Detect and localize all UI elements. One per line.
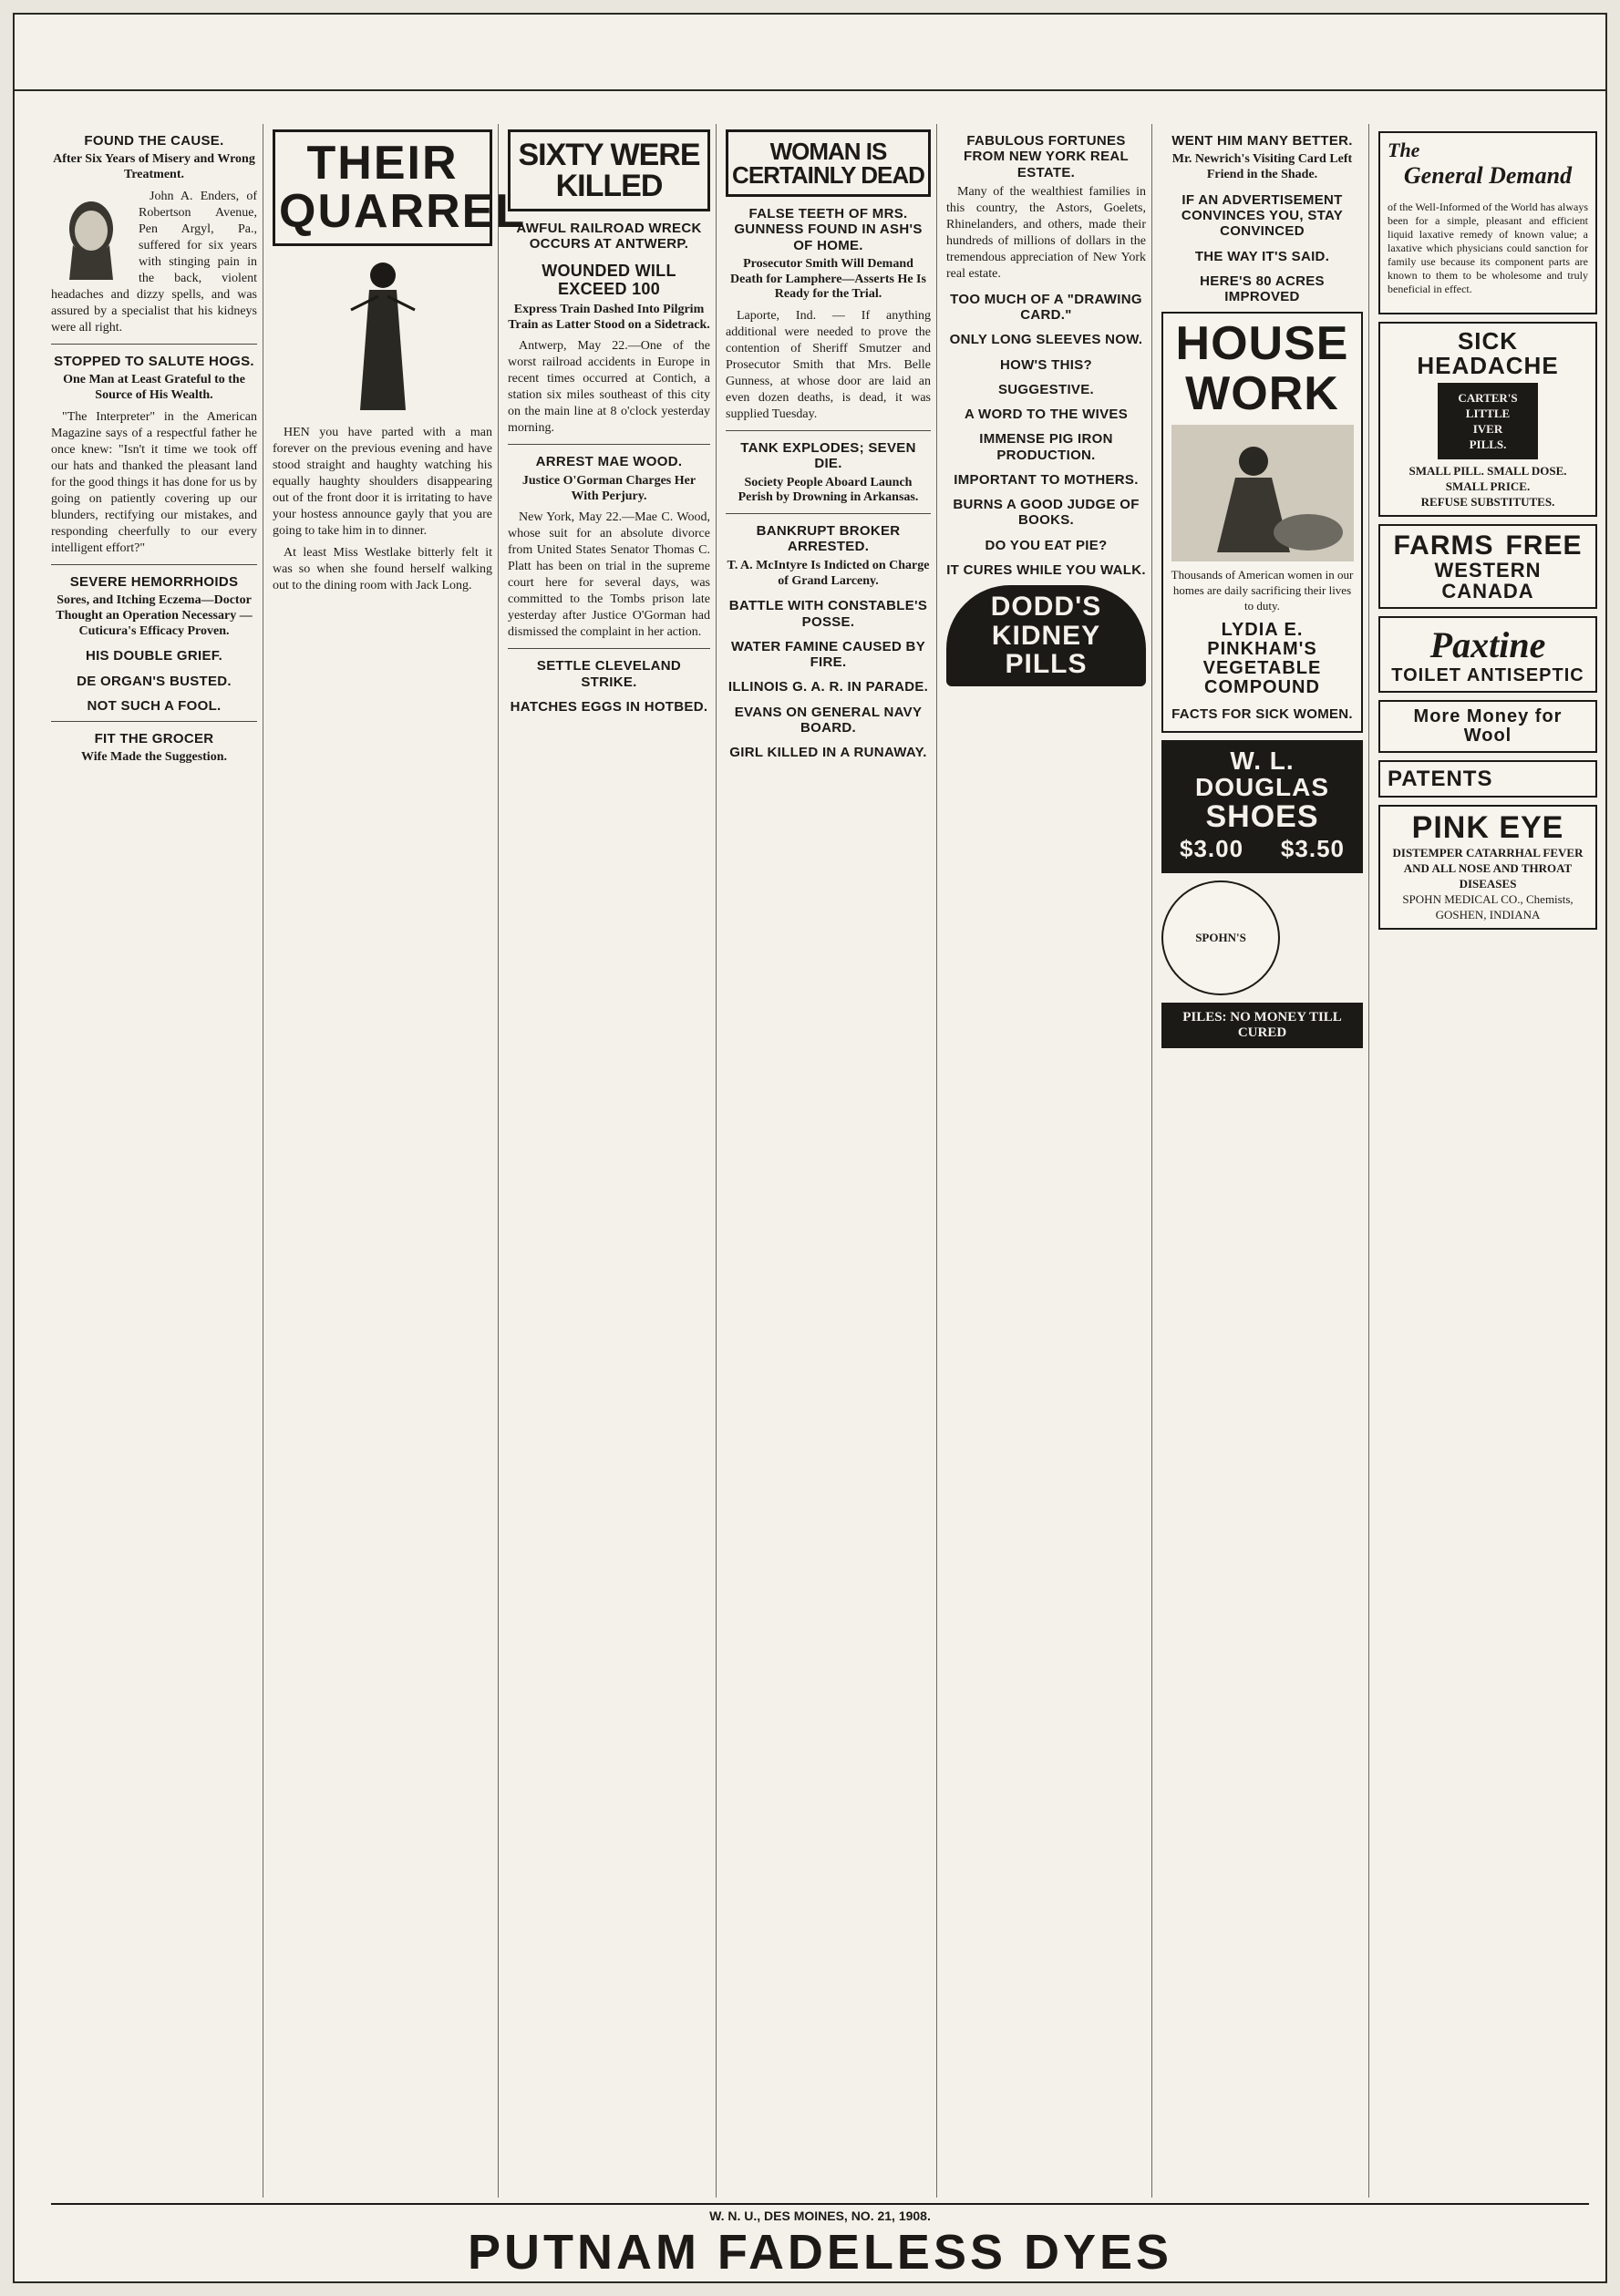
- footer-bar: [51, 2203, 1589, 2280]
- headline-water: WATER FAMINE CAUSED BY FIRE.: [731, 638, 925, 671]
- ad-text: PILES: NO MONEY TILL CURED: [1182, 1009, 1342, 1040]
- ad-title: FARMS: [1393, 530, 1494, 561]
- headline-80-acres: HERE'S 80 ACRES IMPROVED: [1200, 273, 1325, 305]
- western-canada-ad: [1378, 524, 1597, 610]
- headline-went-him: WENT HIM MANY BETTER.: [1171, 133, 1353, 149]
- ad-title: General Demand: [1403, 162, 1573, 189]
- ad-subhead: FACTS FOR SICK WOMEN.: [1171, 705, 1353, 722]
- ad-text: CARTER'S: [1458, 390, 1518, 405]
- ad-text: REFUSE SUBSTITUTES.: [1420, 494, 1555, 509]
- divider: [51, 721, 257, 722]
- column-2: [273, 124, 527, 2198]
- headline-eggs: HATCHES EGGS IN HOTBED.: [510, 698, 708, 715]
- ad-title: HOUSE: [1175, 317, 1349, 371]
- carters-ad: [1378, 322, 1597, 517]
- newspaper-page: [13, 13, 1607, 2283]
- imprint: W. N. U., DES MOINES, NO. 21, 1908.: [709, 2208, 931, 2223]
- price: $3.50: [1280, 835, 1345, 863]
- columns: [51, 124, 1589, 2198]
- ad-title: KIDNEY: [991, 620, 1101, 651]
- subhead: One Man at Least Grateful to the Source of His Wealth.: [63, 373, 245, 402]
- ad-text: SPOHN MEDICAL CO., Chemists, GOSHEN, INDIANA: [1402, 892, 1574, 922]
- subhead: WOUNDED WILL EXCEED 100: [542, 261, 676, 299]
- headline-burns: BURNS A GOOD JUDGE OF BOOKS.: [953, 497, 1140, 529]
- subhead: Prosecutor Smith Will Demand Death for Lamphere—Asserts He Is Ready for the Trial.: [730, 256, 926, 302]
- ad-title: TOILET ANTISEPTIC: [1391, 665, 1584, 686]
- article-text: "The Interpreter" in the American Magazine says of a respectful father he once knew: "Isn't it time we took off our hats and thanked the pleasant land for the good things it has done for us by going on patiently covering up our blunders, rectifying our mistakes, and responding cheerfully to our every intelligent effort?": [51, 409, 257, 555]
- divider: [51, 344, 257, 345]
- ad-title: PINK EYE: [1411, 810, 1564, 846]
- subhead: Sores, and Itching Eczema—Doctor Thought an Operation Necessary —Cuticura's Efficacy Proven.: [56, 592, 253, 638]
- divider: [726, 430, 931, 431]
- headline-hogs: STOPPED TO SALUTE HOGS.: [54, 353, 254, 369]
- article-text: New York, May 22.—Mae C. Wood, whose suit for an absolute divorce from United States Senator Thomas C. Platt has been on trial in the supreme court here for several days, was committed to the Tombs prison late yesterday after Justice O'Gorman had dismissed the complaint in her action.: [508, 510, 710, 640]
- subhead: Mr. Newrich's Visiting Card Left Friend in the Shade.: [1171, 152, 1353, 182]
- ad-text: Thousands of American women in our homes are daily sacrificing their lives to duty.: [1171, 567, 1354, 613]
- general-demand-ad: [1378, 131, 1597, 314]
- headline-wives: A WORD TO THE WIVES: [964, 407, 1129, 422]
- woman-at-washtub-illustration: [1171, 425, 1354, 561]
- portrait-illustration: [51, 192, 131, 280]
- carters-box: [1438, 383, 1538, 459]
- ad-title: PILLS: [1005, 649, 1088, 679]
- ad-title: LYDIA E. PINKHAM'S: [1207, 619, 1317, 659]
- article-text: Antwerp, May 22.—One of the worst railroad accidents in Europe in recent times occurred at Contich, a station six miles southeast of this city on the main line at 8 o'clock yesterday morning.: [508, 339, 710, 436]
- headline-sixty-killed: SIXTY WERE KILLED: [518, 138, 700, 203]
- headline-cleveland: SETTLE CLEVELAND STRIKE.: [536, 658, 682, 690]
- subhead: Express Train Dashed Into Pilgrim Train as Latter Stood on a Sidetrack.: [508, 302, 710, 332]
- headline-hemorrhoids: SEVERE HEMORRHOIDS: [69, 573, 239, 590]
- putnam-dyes-ad: PUTNAM FADELESS DYES: [467, 2225, 1173, 2280]
- price: $3.00: [1180, 835, 1244, 863]
- ad-title: FREE: [1505, 530, 1583, 561]
- ad-title: SICK HEADACHE: [1417, 327, 1559, 380]
- ad-text: of the Well-Informed of the World has always been for a simple, pleasant and efficient liquid laxative remedy of known value; a laxative which physicians could sanction for family use because its component parts are known to them to be wholesome and truly beneficial in effect.: [1388, 201, 1588, 295]
- headline-mae-wood: ARREST MAE WOOD.: [535, 454, 683, 470]
- column-3: [508, 124, 717, 2198]
- ad-text: DISTEMPER CATARRHAL FEVER AND ALL NOSE AND THROAT DISEASES: [1392, 846, 1584, 891]
- subhead: AWFUL RAILROAD WRECK OCCURS AT ANTWERP.: [516, 221, 702, 252]
- divider: [508, 444, 710, 445]
- headline-pig-iron: IMMENSE PIG IRON PRODUCTION.: [979, 431, 1113, 463]
- headline-found-the-cause: FOUND THE CAUSE.: [84, 133, 224, 149]
- ad-text: LITTLE: [1465, 406, 1511, 420]
- subhead: T. A. McIntyre Is Indicted on Charge of Grand Larceny.: [727, 558, 930, 588]
- divider: [726, 513, 931, 514]
- story-text: At least Miss Westlake bitterly felt it was so when she found herself walking out to the dining room with Jack Long.: [273, 546, 492, 593]
- ad-title: PATENTS: [1388, 767, 1493, 792]
- headline-organ: DE ORGAN'S BUSTED.: [77, 673, 232, 689]
- headline-hows-this: HOW'S THIS?: [999, 356, 1093, 373]
- story-title: QUARREL: [279, 185, 527, 239]
- headline-evans: EVANS ON GENERAL NAVY BOARD.: [734, 704, 923, 736]
- story-title: THEIR: [306, 137, 459, 190]
- headline-fool: NOT SUCH A FOOL.: [87, 697, 222, 714]
- ad-title: SHOES: [1205, 798, 1319, 834]
- headline-broker: BANKRUPT BROKER ARRESTED.: [756, 523, 901, 555]
- patents-ad: [1378, 760, 1597, 798]
- ad-title: The: [1388, 139, 1420, 161]
- divider: [508, 648, 710, 649]
- story-title-box: [273, 129, 527, 246]
- pink-eye-ad: [1378, 805, 1597, 930]
- douglas-shoes-ad: [1161, 740, 1363, 873]
- subhead: After Six Years of Misery and Wrong Treatment.: [53, 152, 255, 182]
- seal-text: SPOHN'S: [1195, 931, 1246, 945]
- headline-box: [508, 129, 710, 211]
- ad-title: VEGETABLE COMPOUND: [1202, 657, 1322, 697]
- headline-fortunes: FABULOUS FORTUNES FROM NEW YORK REAL ESTATE.: [964, 133, 1129, 180]
- ad-title: W. L. DOUGLAS: [1195, 746, 1329, 802]
- headline-sleeves: ONLY LONG SLEEVES NOW.: [949, 332, 1143, 348]
- headline-woman-dead: WOMAN IS CERTAINLY DEAD: [732, 138, 924, 189]
- headline-runaway: GIRL KILLED IN A RUNAWAY.: [729, 745, 927, 761]
- column-7: [1378, 124, 1597, 2198]
- article-text: Laporte, Ind. — If anything additional were needed to prove the contention of Sheriff Smutzer and Prosecutor Smith that Mrs. Belle Gunness, at whose door are laid an even dozen deaths, is dead, it was supplied Tuesday.: [726, 309, 931, 422]
- column-6: [1161, 124, 1369, 2198]
- wool-ad: [1378, 700, 1597, 753]
- headline-battle: BATTLE WITH CONSTABLE'S POSSE.: [728, 598, 928, 630]
- ad-text: SMALL PILL. SMALL DOSE. SMALL PRICE.: [1408, 463, 1567, 493]
- column-5: [946, 124, 1152, 2198]
- column-4: [726, 124, 937, 2198]
- headline-way-said: THE WAY IT'S SAID.: [1194, 248, 1330, 264]
- price-row: [1171, 833, 1354, 865]
- headline-mothers: IMPORTANT TO MOTHERS.: [954, 471, 1139, 488]
- ad-text: PILLS.: [1469, 437, 1507, 451]
- subhead: Wife Made the Suggestion.: [81, 750, 227, 765]
- column-1: [51, 124, 263, 2198]
- house-work-ad: [1161, 312, 1363, 732]
- headline-box: [726, 129, 931, 197]
- subhead: Justice O'Gorman Charges Her With Perjury.: [521, 473, 696, 503]
- ad-title: DODD'S: [990, 592, 1102, 622]
- article-text: Many of the wealthiest families in this country, the Astors, Goelets, Rhinelanders, and others, made their hundreds of millions of dollars in the tremendous appreciation of New York real estate.: [946, 184, 1146, 281]
- headline-gar: ILLINOIS G. A. R. IN PARADE.: [727, 679, 929, 695]
- subhead: FALSE TEETH OF MRS. GUNNESS FOUND IN ASH'S OF HOME.: [734, 206, 923, 253]
- woman-illustration: [342, 255, 424, 419]
- headline-double-grief: HIS DOUBLE GRIEF.: [85, 648, 223, 664]
- piles-ad: [1161, 1003, 1363, 1048]
- farms-row: [1388, 531, 1588, 561]
- ad-title: WORK: [1185, 366, 1339, 420]
- headline-cures: IT CURES WHILE YOU WALK.: [946, 561, 1146, 578]
- ad-title: More Money for Wool: [1413, 706, 1563, 746]
- headline-advertisement: IF AN ADVERTISEMENT CONVINCES YOU, STAY CONVINCED: [1181, 191, 1344, 240]
- headline-suggestive: SUGGESTIVE.: [998, 381, 1094, 397]
- dodds-pills-ad: [946, 585, 1146, 686]
- headline-drawing-card: TOO MUCH OF A "DRAWING CARD.": [950, 291, 1142, 323]
- ad-title: Paxtine: [1429, 624, 1546, 666]
- ad-text: IVER: [1472, 421, 1503, 436]
- page-folio: [15, 15, 1605, 91]
- headline-grocer: FIT THE GROCER: [94, 731, 214, 747]
- paxtine-ad: [1378, 616, 1597, 693]
- article-text: John A. Enders, of Robertson Avenue, Pen Argyl, Pa., suffered for six years with stinging pain in the back, violent headaches and dizzy spells, and was assured by a specialist that his kidneys were all right.: [51, 189, 257, 335]
- ad-title: WESTERN CANADA: [1434, 559, 1542, 603]
- divider: [51, 564, 257, 565]
- story-text: HEN you have parted with a man forever on the previous evening and have stood straight and haughty watching his equally haughty shoulders disappearing out of the front door it is irritating to have your hostess announce gayly that you are going to take him in to dinner.: [273, 426, 492, 539]
- headline-pie: DO YOU EAT PIE?: [985, 537, 1108, 553]
- subhead: Society People Aboard Launch Perish by Drowning in Arkansas.: [738, 475, 919, 505]
- headline-tank: TANK EXPLODES; SEVEN DIE.: [740, 440, 916, 472]
- spohns-seal: [1161, 880, 1280, 995]
